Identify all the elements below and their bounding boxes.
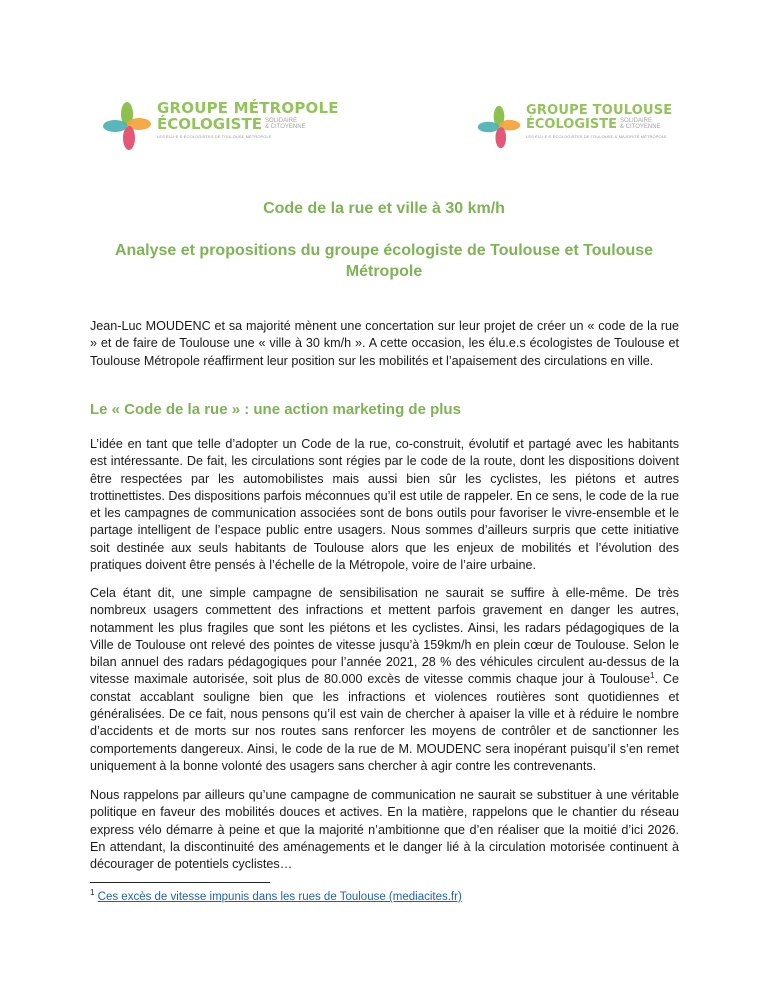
logo-title-line2: ÉCOLOGISTE bbox=[157, 115, 262, 133]
logo-title-line1: GROUPE MÉTROPOLE bbox=[157, 99, 339, 117]
logo-caption: LES ÉLU·E·S ÉCOLOGISTES DE TOULOUSE & MAJORITÉ MÉTROPOLE bbox=[526, 134, 667, 139]
section-heading: Le « Code de la rue » : une action marketing de plus bbox=[90, 401, 461, 418]
logo-tag2: & CITOYENNE bbox=[264, 124, 306, 130]
logo-groupe-metropole bbox=[101, 100, 339, 152]
footnote-link[interactable]: Ces excès de vitesse impunis dans les rues de Toulouse (mediacites.fr) bbox=[97, 891, 462, 903]
footnote-number: 1 bbox=[90, 888, 95, 898]
logo-caption: LES ÉLU·E·S ÉCOLOGISTES DE TOULOUSE MÉTROPOLE bbox=[157, 134, 272, 139]
paragraph-2-part-a: Cela étant dit, une simple campagne de sensibilisation ne saurait se suffire à elle-même. De très nombreux usagers commettent des infractions et mettent parfois gravement en danger les autres, notamment les plus fragiles que sont les piétons et les cyclistes. Ainsi, les radars pédagogiques de la Ville de Toulouse ont relevé des pointes de vitesse jusqu’à 159km/h en plein cœur de Toulouse. Selon le bilan annuel des radars pédagogiques pour l’année 2021, 28 % des véhicules circulent au-dessus de la vitesse maximale autorisée, soit plus de 80.000 excès de vitesse commis chaque jour à Toulouse bbox=[90, 586, 679, 687]
document-subtitle: Analyse et propositions du groupe écologiste de Toulouse et Toulouse Métropole bbox=[114, 242, 654, 280]
petals-logo-icon bbox=[476, 104, 522, 150]
paragraph-2-part-b: . Ce constat accablant souligne bien que les infractions et violences routières sont quotidiennes et généralisées. De ce fait, nous pensons qu’il est vain de chercher à apaiser la ville et à réduire le nombre d’accidents et de morts sur nos routes sans renforcer les moyens de contrôler et de sanctionner les comportements dangereux. Ainsi, le code de la rue de M. MOUDENC sera inopérant puisqu’il s’en remet uniquement à la bonne volonté des usagers sans chercher à agir contre les contrevenants. bbox=[90, 672, 679, 773]
document-title: Code de la rue et ville à 30 km/h bbox=[263, 200, 505, 217]
paragraph-2 bbox=[90, 585, 679, 775]
logo-tag2: & CITOYENNE bbox=[619, 124, 661, 130]
paragraph-3: Nous rappelons par ailleurs qu’une campagne de communication ne saurait se substituer à une véritable politique en faveur des mobilités douces et actives. En la matière, rappelons que le chantier du réseau express vélo démarre à peine et que la majorité n’ambitionne que d’en réaliser que la moitié d’ici 2026. En attendant, la discontinuité des aménagements et le danger lié à la circulation motorisée continuent à décourager de potentiels cyclistes… bbox=[90, 788, 679, 872]
footnote bbox=[90, 888, 462, 903]
intro-paragraph: Jean-Luc MOUDENC et sa majorité mènent une concertation sur leur projet de créer un « code de la rue » et de faire de Toulouse une « ville à 30 km/h ». A cette occasion, les élu.e.s écologistes de Toulouse et Toulouse Métropole réaffirment leur position sur les mobilités et l’apaisement des circulations en ville. bbox=[90, 319, 679, 368]
footnote-ref[interactable]: 1 bbox=[650, 671, 655, 681]
paragraph-1: L’idée en tant que telle d’adopter un Code de la rue, co-construit, évolutif et partagé avec les habitants est intéressante. De fait, les circulations sont régies par le code de la route, dont les dispositions doivent être respectées par les automobilistes mais aussi bien sûr les cyclistes, les piétons et autres trottinettistes. Des dispositions parfois méconnues qu’il est utile de rappeler. En ce sens, le code de la rue et les campagnes de communication associées sont de bons outils pour favoriser le vivre-ensemble et le partage intelligent de l’espace public entre usagers. Nous sommes d’ailleurs surpris que cette initiative soit destinée aux seuls habitants de Toulouse alors que les enjeux de mobilités et l’évolution des pratiques doivent être pensés à l’échelle de la Métropole, voire de l’aire urbaine. bbox=[90, 437, 679, 573]
logo-title-line1: GROUPE TOULOUSE bbox=[526, 103, 673, 118]
footnote-separator bbox=[90, 882, 270, 883]
petals-logo-icon bbox=[101, 100, 153, 152]
logo-tag1: SOLIDAIRE bbox=[619, 118, 652, 124]
logo-tag1: SOLIDAIRE bbox=[264, 118, 297, 124]
logo-groupe-toulouse bbox=[476, 104, 672, 150]
logo-title-line2: ÉCOLOGISTE bbox=[526, 117, 617, 132]
